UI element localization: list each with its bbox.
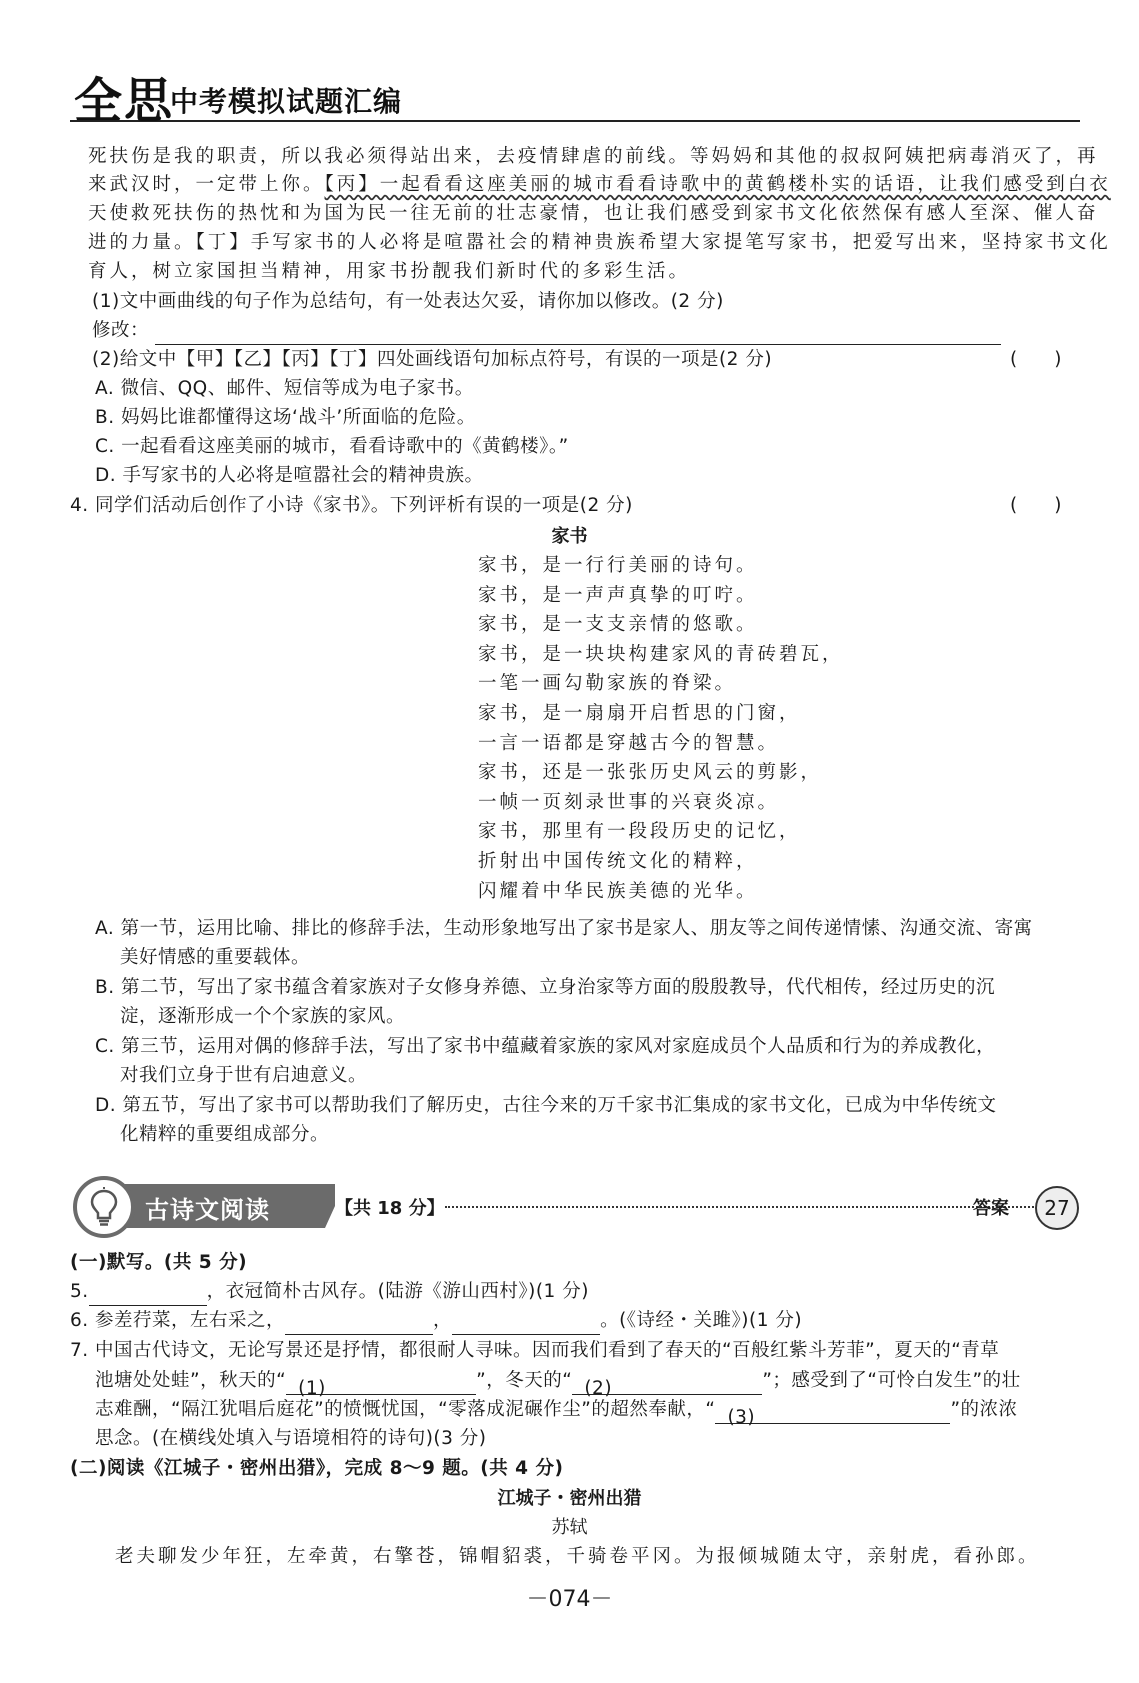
- blank-number: (2): [584, 1378, 613, 1399]
- poem-title-row: [0, 522, 1139, 551]
- section-banner: [75, 1176, 1075, 1236]
- question-number: 5.: [70, 1281, 89, 1302]
- lightbulb-icon: [73, 1176, 135, 1238]
- question-7-line: [95, 1395, 1018, 1428]
- option-d: D. 第五节，写出了家书可以帮助我们了解历史，古往今来的万千家书汇集成的家书文化，已成为中华传统文: [95, 1095, 997, 1116]
- option-c: C. 第三节，运用对偶的修辞手法，写出了家书中蕴藏着家族的家风对家庭成员个人品质和行为的养成教化，: [95, 1036, 996, 1057]
- poem-line: 一帧一页刻录世事的兴衰炎凉。: [478, 791, 780, 813]
- ci-author-row: [0, 1513, 1139, 1542]
- option-d: D. 手写家书的人必将是喧嚣社会的精神贵族。: [95, 465, 484, 486]
- passage-line: 天使救死扶伤的热忱和为国为民一往无前的壮志豪情，也让我们感受到家书文化依然保有感人至深、催人奋: [88, 203, 1099, 224]
- question-text: 池塘处处蛙”，秋天的“: [95, 1370, 287, 1391]
- modify-row: [92, 316, 1001, 345]
- option-a: A. 第一节，运用比喻、排比的修辞手法，生动形象地写出了家书是家人、朋友等之间传递情愫、沟通交流、寄寓: [95, 918, 1033, 939]
- ci-title-row: [0, 1484, 1139, 1513]
- option-a: A. 微信、QQ、邮件、短信等成为电子家书。: [95, 378, 474, 399]
- separator: ，: [433, 1310, 453, 1331]
- option-d-cont: 化精粹的重要组成部分。: [120, 1124, 330, 1145]
- wavy-sentence: 【丙】一起看看这座美丽的城市看看诗歌中的黄鹤楼朴实的话语，让我们感受到白衣: [324, 174, 1111, 195]
- poem-line: 折射出中国传统文化的精粹，: [478, 850, 758, 872]
- passage-line: 进的力量。【丁】手写家书的人必将是喧嚣社会的精神贵族希望大家提笔写家书，把爱写出来，坚持家书文化: [88, 232, 1111, 253]
- fill-blank[interactable]: [89, 1285, 207, 1306]
- blank-number: (3): [727, 1407, 756, 1428]
- question-text: 6. 参差荇菜，左右采之，: [70, 1310, 286, 1331]
- poem-title: 家书: [551, 526, 588, 547]
- page-header: [70, 62, 1080, 129]
- page-number: －074－: [526, 1587, 613, 1612]
- answer-paren[interactable]: ( ): [1010, 495, 1062, 516]
- ci-author: 苏轼: [551, 1517, 588, 1538]
- question-3-1: (1)文中画曲线的句子作为总结句，有一处表达欠妥，请你加以修改。(2 分): [92, 291, 724, 312]
- question-text: 志难酬，“隔江犹唱后庭花”的愤慨忧国，“零落成泥碾作尘”的超然奉献，“: [95, 1399, 716, 1420]
- question-7: 7. 中国古代诗文，无论写景还是抒情，都很耐人寻味。因而我们看到了春天的“百般红紫斗芳菲”，夏天的“青草: [70, 1340, 1000, 1361]
- fill-blank[interactable]: [452, 1314, 600, 1335]
- answer-page-badge[interactable]: 27: [1035, 1186, 1079, 1230]
- passage-text: 来武汉时，一定带上你。: [88, 174, 325, 195]
- answer-paren[interactable]: ( ): [1010, 349, 1062, 370]
- option-b-cont: 淀，逐渐形成一个个家族的家风。: [120, 1006, 406, 1027]
- modify-answer-line[interactable]: [155, 324, 1001, 345]
- section-score: 【共 18 分】: [335, 1198, 445, 1219]
- banner-tail: [325, 1184, 335, 1228]
- question-text: ”，冬天的“: [476, 1370, 573, 1391]
- dotted-leader: [445, 1206, 1045, 1208]
- fill-blank-3[interactable]: [715, 1403, 950, 1428]
- option-a-cont: 美好情感的重要载体。: [120, 947, 311, 968]
- option-c-cont: 对我们立身于世有启迪意义。: [120, 1065, 368, 1086]
- question-7-line: 思念。(在横线处填入与语境相符的诗句)(3 分): [95, 1428, 487, 1449]
- question-text: 。(《诗经・关雎》)(1 分): [600, 1310, 803, 1331]
- brand-logo: 全思: [74, 73, 175, 129]
- passage-line: 死扶伤是我的职责，所以我必须得站出来，去疫情肆虐的前线。等妈妈和其他的叔叔阿姨把病毒消灭了，再: [88, 146, 1099, 167]
- option-b: B. 第二节，写出了家书蕴含着家族对子女修身养德、立身治家等方面的殷殷教导，代代相传，经过历史的沉: [95, 977, 995, 998]
- question-7-line: [95, 1366, 1021, 1399]
- poem-line: 家书，还是一张张历史风云的剪影，: [478, 762, 823, 784]
- fill-blank-1[interactable]: [286, 1374, 476, 1399]
- question-text: ”的浓浓: [950, 1399, 1018, 1420]
- ci-line: 老夫聊发少年狂，左牵黄，右擎苍，锦帽貂裘，千骑卷平冈。为报倾城随太守，亲射虎，看孙郎。: [115, 1546, 1040, 1567]
- book-title: 中考模拟试题汇编: [170, 85, 403, 118]
- poem-line: 家书，是一块块构建家风的青砖碧瓦，: [478, 643, 844, 665]
- poem-body: [478, 551, 844, 906]
- blank-number: (1): [298, 1378, 326, 1399]
- poem-line: 一言一语都是穿越古今的智慧。: [478, 732, 780, 754]
- section-title: 古诗文阅读: [145, 1196, 270, 1224]
- option-b: B. 妈妈比谁都懂得这场‘战斗’所面临的危险。: [95, 407, 476, 428]
- option-c: C. 一起看看这座美丽的城市，看看诗歌中的《黄鹤楼》。”: [95, 436, 569, 457]
- question-5: [70, 1277, 589, 1306]
- question-4: 4. 同学们活动后创作了小诗《家书》。下列评析有误的一项是(2 分): [70, 495, 633, 516]
- question-text: ”；感受到了“可怜白发生”的壮: [762, 1370, 1021, 1391]
- poem-line: 闪耀着中华民族美德的光华。: [478, 880, 758, 902]
- subsection-title: (一)默写。(共 5 分): [70, 1252, 248, 1273]
- poem-line: 家书，是一扇扇开启哲思的门窗，: [478, 702, 801, 724]
- question-text: ，衣冠简朴古风存。(陆游《游山西村》)(1 分): [206, 1281, 589, 1302]
- question-6: [70, 1306, 802, 1335]
- subsection-title: (二)阅读《江城子・密州出猎》，完成 8～9 题。(共 4 分): [70, 1458, 564, 1479]
- fill-blank[interactable]: [285, 1314, 433, 1335]
- poem-line: 家书，是一行行美丽的诗句。: [478, 555, 758, 576]
- poem-line: 家书，是一支支亲情的悠歌。: [478, 614, 758, 636]
- poem-line: 一笔一画勾勒家族的脊梁。: [478, 673, 737, 695]
- answer-label: 答案: [973, 1198, 1009, 1219]
- question-3-2: (2)给文中【甲】【乙】【丙】【丁】四处画线语句加标点符号，有误的一项是(2 分): [92, 349, 773, 370]
- passage-line: 育人，树立家国担当精神，用家书扮靓我们新时代的多彩生活。: [88, 261, 691, 282]
- modify-label: 修改：: [92, 320, 150, 341]
- ci-title: 江城子・密州出猎: [497, 1488, 642, 1509]
- passage-line: [88, 170, 1111, 199]
- poem-line: 家书，是一声声真挚的叮咛。: [478, 584, 758, 606]
- poem-line: 家书，那里有一段段历史的记忆，: [478, 821, 801, 843]
- fill-blank-2[interactable]: [572, 1374, 762, 1399]
